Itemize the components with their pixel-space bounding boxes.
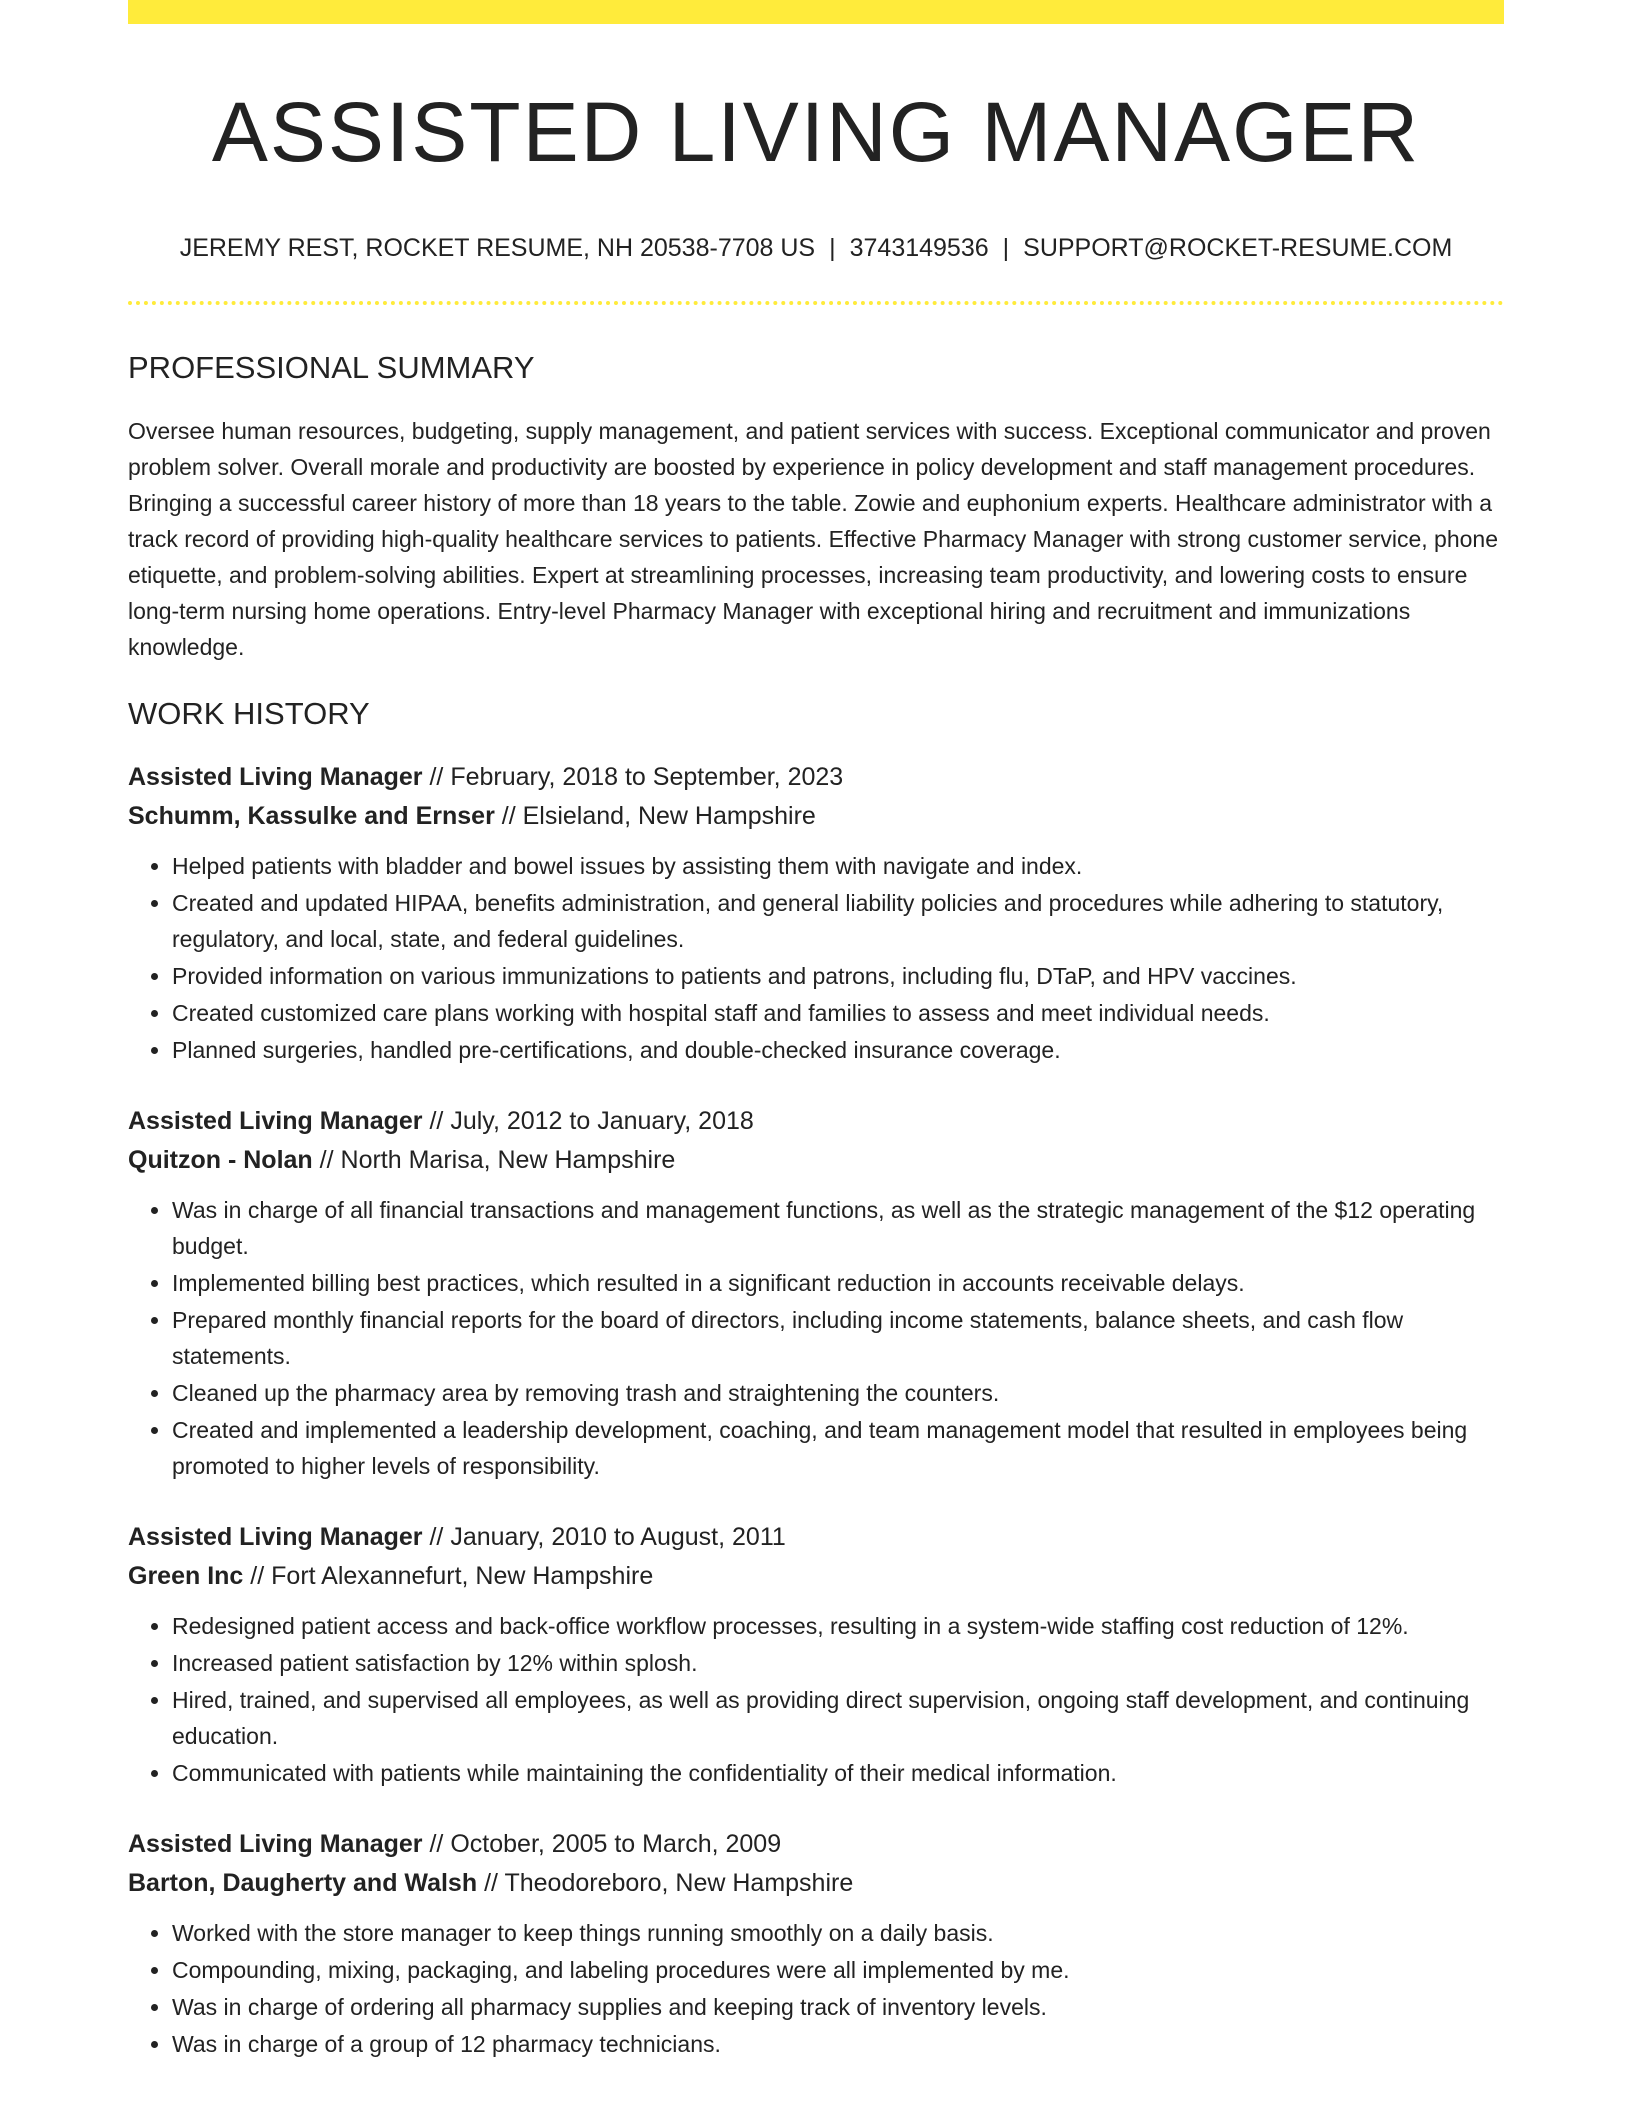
job-bullet: • Created customized care plans working with hospital staff and families to assess and meet individual needs. (172, 995, 1504, 1031)
job-separator: // (429, 1829, 444, 1858)
job-dates: January, 2010 to August, 2011 (450, 1522, 786, 1551)
job-entry (128, 1825, 1504, 2062)
job-separator: // (319, 1145, 334, 1174)
job-role: Assisted Living Manager (128, 762, 423, 791)
contact-separator: | (1002, 234, 1010, 263)
job-location: Fort Alexannefurt, New Hampshire (271, 1561, 654, 1590)
dotted-divider (128, 301, 1504, 305)
work-history-list (128, 758, 1504, 2062)
job-company: Green Inc (128, 1561, 244, 1590)
summary-title: PROFESSIONAL SUMMARY (128, 350, 535, 386)
job-company-line (128, 1864, 1504, 1903)
job-bullets (128, 1915, 1504, 2062)
job-dates: July, 2012 to January, 2018 (450, 1106, 754, 1135)
job-role-line (128, 1518, 1504, 1557)
job-location: North Marisa, New Hampshire (340, 1145, 676, 1174)
job-separator: // (484, 1868, 498, 1897)
job-entry (128, 1518, 1504, 1791)
job-location: Elsieland, New Hampshire (522, 801, 816, 830)
job-role: Assisted Living Manager (128, 1829, 423, 1858)
job-bullet: • Increased patient satisfaction by 12% within splosh. (172, 1645, 1504, 1681)
job-role-line (128, 758, 1504, 797)
job-bullet: • Helped patients with bladder and bowel issues by assisting them with navigate and index. (172, 848, 1504, 884)
job-bullets (128, 1192, 1504, 1484)
contact-separator: | (829, 234, 836, 263)
job-company: Barton, Daugherty and Walsh (128, 1868, 478, 1897)
job-separator: // (429, 1106, 444, 1135)
job-bullet: • Hired, trained, and supervised all employees, as well as providing direct supervision, ongoing staff development, and continuing education. (172, 1682, 1504, 1754)
job-bullet: • Was in charge of a group of 12 pharmacy technicians. (172, 2026, 1504, 2062)
job-bullet: • Was in charge of ordering all pharmacy supplies and keeping track of inventory levels. (172, 1989, 1504, 2025)
job-role: Assisted Living Manager (128, 1522, 423, 1551)
job-bullet: • Provided information on various immunizations to patients and patrons, including flu, DTaP, and HPV vaccines. (172, 958, 1504, 994)
job-bullets (128, 1608, 1504, 1791)
top-accent-bar (128, 0, 1504, 24)
contact-email[interactable]: SUPPORT@ROCKET-RESUME.COM (1023, 234, 1453, 263)
job-bullet: • Cleaned up the pharmacy area by removing trash and straightening the counters. (172, 1375, 1504, 1411)
job-bullet: • Planned surgeries, handled pre-certifications, and double-checked insurance coverage. (172, 1032, 1504, 1068)
job-dates: February, 2018 to September, 2023 (450, 762, 844, 791)
contact-line (128, 234, 1504, 263)
job-entry (128, 1102, 1504, 1484)
job-location: Theodoreboro, New Hampshire (504, 1868, 854, 1897)
job-bullets (128, 848, 1504, 1068)
job-company-line (128, 1141, 1504, 1180)
job-bullet: • Redesigned patient access and back-office workflow processes, resulting in a system-wide staffing cost reduction of 12%. (172, 1608, 1504, 1644)
job-company-line (128, 1557, 1504, 1596)
job-bullet: • Created and updated HIPAA, benefits administration, and general liability policies and procedures while adhering to statutory, regulatory, and local, state, and federal guidelines. (172, 885, 1504, 957)
job-bullet: • Compounding, mixing, packaging, and labeling procedures were all implemented by me. (172, 1952, 1504, 1988)
job-bullet: • Created and implemented a leadership development, coaching, and team management model that resulted in employees being promoted to higher levels of responsibility. (172, 1412, 1504, 1484)
job-company: Quitzon - Nolan (128, 1145, 313, 1174)
summary-text: Oversee human resources, budgeting, supply management, and patient services with success. Exceptional communicator and proven problem solver. Overall morale and productivity are boosted by experience in policy development and staff management procedures. Bringing a successful career history of more than 18 years to the table. Zowie and euphonium experts. Healthcare administrator with a track record of providing high-quality healthcare services to patients. Effective Pharmacy Manager with strong customer service, phone etiquette, and problem-solving abilities. Expert at streamlining processes, increasing team productivity, and lowering costs to ensure long-term nursing home operations. Entry-level Pharmacy Manager with exceptional hiring and recruitment and immunizations knowledge. (128, 417, 1499, 660)
resume-title: ASSISTED LIVING MANAGER (211, 85, 1421, 179)
job-bullet: • Was in charge of all financial transactions and management functions, as well as the strategic management of the $12 operating budget. (172, 1192, 1504, 1264)
job-company-line (128, 797, 1504, 836)
job-company: Schumm, Kassulke and Ernser (128, 801, 495, 830)
job-bullet: • Communicated with patients while maintaining the confidentiality of their medical information. (172, 1755, 1504, 1791)
job-separator: // (429, 1522, 444, 1551)
job-entry (128, 758, 1504, 1068)
contact-phone[interactable]: 3743149536 (849, 234, 989, 263)
job-role-line (128, 1102, 1504, 1141)
resume-page (128, 0, 1504, 2063)
work-history-title: WORK HISTORY (128, 695, 370, 731)
job-bullet: • Implemented billing best practices, which resulted in a significant reduction in accounts receivable delays. (172, 1265, 1504, 1301)
job-separator: // (429, 762, 444, 791)
job-role-line (128, 1825, 1504, 1864)
contact-address: JEREMY REST, ROCKET RESUME, NH 20538-7708 US (179, 234, 816, 263)
job-role: Assisted Living Manager (128, 1106, 423, 1135)
job-dates: October, 2005 to March, 2009 (450, 1829, 782, 1858)
job-bullet: • Prepared monthly financial reports for the board of directors, including income statements, balance sheets, and cash flow statements. (172, 1302, 1504, 1374)
job-bullet: • Worked with the store manager to keep things running smoothly on a daily basis. (172, 1915, 1504, 1951)
job-separator: // (250, 1561, 265, 1590)
job-separator: // (501, 801, 516, 830)
